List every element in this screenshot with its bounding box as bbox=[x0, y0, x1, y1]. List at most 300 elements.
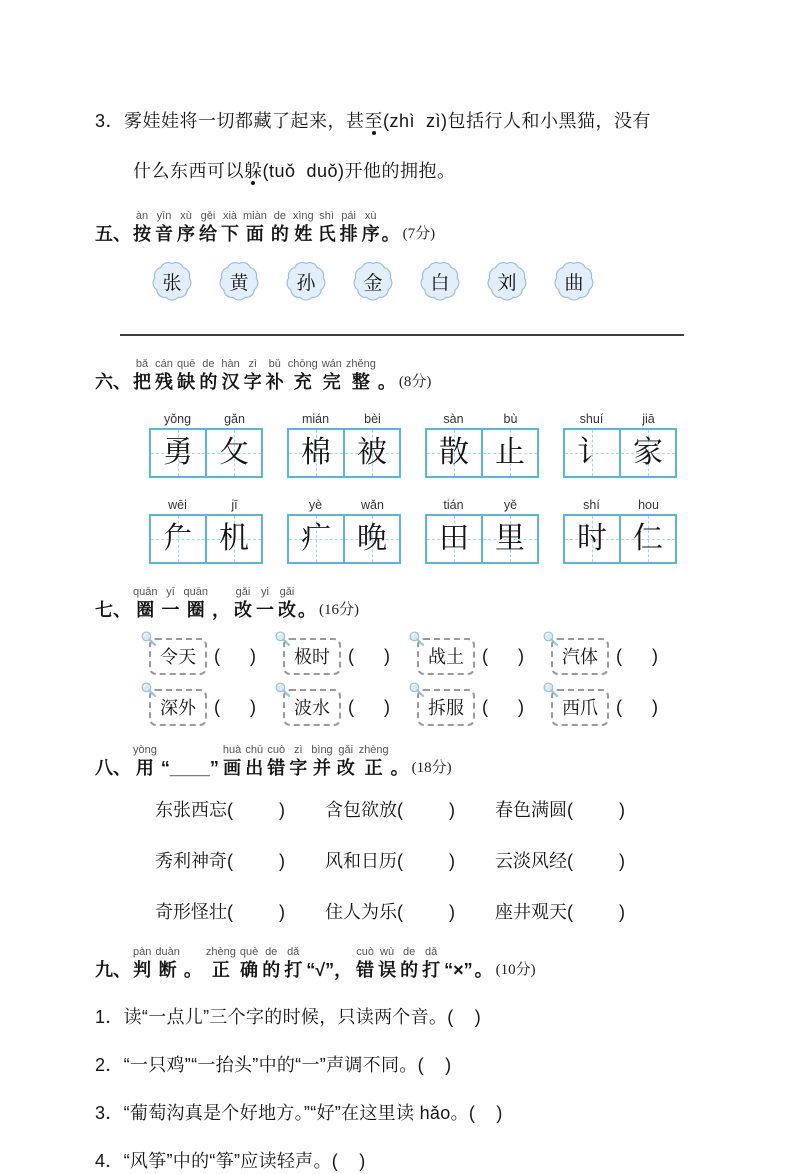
grid-char: 勇 bbox=[163, 436, 193, 469]
answer-bracket[interactable]: ( ) bbox=[616, 697, 658, 717]
section-9-title-pinyin: dǎ bbox=[287, 946, 300, 958]
section-7-title-pinyin: quān bbox=[183, 586, 208, 598]
pushpin-icon bbox=[140, 681, 159, 700]
box-pinyin bbox=[425, 498, 539, 512]
section-7-title-char bbox=[256, 586, 274, 622]
section-7-number: 七、 bbox=[95, 600, 131, 620]
section-9-title-pinyin: què bbox=[239, 946, 259, 958]
section-7-title-hanzi: ， bbox=[211, 600, 230, 620]
word-box[interactable] bbox=[149, 689, 207, 726]
section-7-title-pinyin: yī bbox=[166, 586, 175, 598]
grid-cell[interactable] bbox=[427, 516, 483, 562]
idiom-item bbox=[495, 898, 625, 924]
grid-cell[interactable] bbox=[345, 430, 399, 476]
answer-bracket[interactable]: ( ) bbox=[482, 646, 524, 666]
section-5-header bbox=[95, 210, 705, 246]
section-5-title-hanzi: 序 bbox=[177, 224, 195, 244]
grid-cell[interactable] bbox=[289, 430, 345, 476]
section-5-title-pinyin: miàn bbox=[243, 210, 267, 222]
pinyin-syllable: jiā bbox=[642, 412, 655, 426]
circle-correct-item bbox=[417, 689, 524, 726]
section-8-title-char bbox=[245, 744, 263, 780]
section-8-title-pinyin: zì bbox=[293, 744, 303, 756]
idiom-item bbox=[155, 847, 285, 873]
grid-char: 家 bbox=[633, 436, 663, 469]
section-6-number: 六、 bbox=[95, 372, 131, 392]
circle-correct-row bbox=[149, 638, 705, 675]
section-9-title-pinyin: wù bbox=[380, 946, 395, 958]
grid-char: 田 bbox=[439, 522, 469, 555]
box-pinyin bbox=[563, 412, 677, 426]
section-8-title-hanzi: 错 bbox=[267, 758, 286, 778]
section-8-title-pinyin: huà bbox=[222, 744, 242, 756]
idiom-text: 座井观天 bbox=[495, 902, 567, 922]
surname-char: 曲 bbox=[564, 272, 584, 294]
section-5-title-hanzi: 序 bbox=[361, 224, 380, 244]
section-5-title-char bbox=[177, 210, 195, 246]
answer-bracket[interactable]: ( ) bbox=[616, 646, 658, 666]
question-3-line bbox=[95, 96, 705, 146]
pinyin-syllable: sàn bbox=[443, 412, 464, 426]
section-6-title-pinyin: de bbox=[202, 358, 215, 370]
section-9-title-tail: 。 bbox=[474, 960, 493, 980]
answer-bracket[interactable]: ( ) bbox=[567, 902, 625, 922]
section-7-title-pinyin: gǎi bbox=[235, 586, 251, 598]
character-box-group bbox=[563, 498, 677, 564]
section-5-title-char bbox=[271, 210, 289, 246]
pushpin-icon bbox=[408, 630, 427, 649]
section-9-title-char bbox=[206, 946, 236, 982]
character-box-group bbox=[287, 412, 401, 478]
section-5-title-tail: 。 bbox=[381, 224, 400, 244]
surname-char: 张 bbox=[162, 272, 182, 294]
word-box[interactable] bbox=[417, 689, 475, 726]
section-9-title-pinyin: duàn bbox=[155, 946, 180, 958]
section-7-title-hanzi: 圈 bbox=[186, 600, 205, 620]
section-7-title-char bbox=[212, 586, 230, 622]
answer-bracket[interactable]: ( ) bbox=[567, 851, 625, 871]
surname-cloud[interactable] bbox=[216, 258, 262, 304]
section-9-title-char bbox=[422, 946, 440, 982]
section-7-title-pinyin: gǎi bbox=[279, 586, 295, 598]
section-6-title-pinyin: zhěng bbox=[345, 358, 376, 370]
character-box-group bbox=[287, 498, 401, 564]
section-8-title-hanzi: “____” bbox=[160, 758, 219, 778]
answer-bracket[interactable]: ( ) bbox=[397, 851, 455, 871]
grid-char: 讠 bbox=[577, 436, 607, 469]
word-text: 极时 bbox=[294, 647, 330, 667]
grid-cell[interactable] bbox=[483, 516, 537, 562]
judgment-item: 1．读“一点儿”三个字的时候，只读两个音。( ) bbox=[95, 1007, 482, 1027]
character-box-group bbox=[149, 498, 263, 564]
section-9-number: 九、 bbox=[95, 960, 131, 980]
section-8-title-tail: 。 bbox=[390, 758, 409, 778]
character-grid-box bbox=[425, 428, 539, 478]
section-9-title-hanzi: 的 bbox=[262, 960, 281, 980]
word-text: 令天 bbox=[160, 647, 196, 667]
grid-cell[interactable] bbox=[565, 516, 621, 562]
section-6-title-pinyin: chōng bbox=[287, 358, 318, 370]
section-6-title-char bbox=[346, 358, 376, 394]
section-6-header bbox=[95, 358, 705, 394]
section-7-title-hanzi: 圈 bbox=[136, 600, 155, 620]
section-5-title-pinyin: àn bbox=[135, 210, 149, 222]
character-grid-box bbox=[425, 514, 539, 564]
character-grid-box bbox=[563, 514, 677, 564]
word-box[interactable] bbox=[551, 638, 609, 675]
section-9-title-char bbox=[444, 946, 473, 982]
section-8-title-char bbox=[311, 744, 332, 780]
answer-bracket[interactable]: ( ) bbox=[348, 697, 390, 717]
section-9-title-hanzi: 。 bbox=[183, 960, 202, 980]
word-box[interactable] bbox=[283, 689, 341, 726]
circle-correct-item bbox=[283, 689, 390, 726]
section-6-title-char bbox=[199, 358, 217, 394]
section-8-title-hanzi: 并 bbox=[312, 758, 331, 778]
section-5-title-pinyin: de bbox=[273, 210, 286, 222]
emphasis-dot-char: 躲 bbox=[244, 161, 263, 181]
section-6-title-hanzi: 汉 bbox=[221, 372, 240, 392]
box-pinyin bbox=[563, 498, 677, 512]
character-box-group bbox=[425, 498, 539, 564]
section-6-title-hanzi: 的 bbox=[199, 372, 218, 392]
section-6-title-hanzi: 整 bbox=[351, 372, 370, 392]
grid-char: 仁 bbox=[633, 522, 663, 555]
character-grid-box bbox=[287, 514, 401, 564]
surname-char: 孙 bbox=[296, 272, 316, 294]
box-pinyin bbox=[287, 412, 401, 426]
idiom-item bbox=[325, 796, 455, 822]
section-9-title-pinyin bbox=[191, 946, 194, 959]
circle-correct-item bbox=[149, 689, 256, 726]
surname-char: 黄 bbox=[229, 272, 249, 294]
section-5-title-char bbox=[243, 210, 267, 246]
section-6-title-pinyin: bǎ bbox=[135, 358, 149, 370]
section-9-title-hanzi: 的 bbox=[400, 960, 419, 980]
section-5-title-hanzi: 按 bbox=[133, 224, 151, 244]
section-8-title-hanzi: 出 bbox=[245, 758, 264, 778]
sorting-answer-line[interactable] bbox=[120, 334, 684, 336]
section-5-title-hanzi: 给 bbox=[199, 224, 217, 244]
section-6-title-pinyin: bǔ bbox=[268, 358, 281, 370]
text-segment: (tuǒ duǒ)开他的拥抱。 bbox=[262, 161, 456, 181]
idiom-text: 含包欲放 bbox=[325, 800, 397, 820]
section-7-title-char bbox=[234, 586, 252, 622]
section-9-title-pinyin: cuò bbox=[356, 946, 374, 958]
character-completion-rows bbox=[95, 412, 705, 564]
word-box[interactable] bbox=[417, 638, 475, 675]
word-box[interactable] bbox=[149, 638, 207, 675]
idiom-text: 奇形怪壮 bbox=[155, 902, 227, 922]
grid-char: 疒 bbox=[301, 522, 331, 555]
section-5-title-char bbox=[155, 210, 173, 246]
judgment-item: 4．“风筝”中的“筝”应读轻声。( ) bbox=[95, 1151, 366, 1171]
section-7-title-hanzi: 一 bbox=[161, 600, 180, 620]
word-box[interactable] bbox=[551, 689, 609, 726]
grid-char: 止 bbox=[495, 436, 525, 469]
surname-cloud[interactable] bbox=[417, 258, 463, 304]
question-3-line bbox=[95, 146, 705, 196]
grid-char: 里 bbox=[495, 522, 525, 555]
section-5-title-char bbox=[293, 210, 314, 246]
section-5-title-char bbox=[340, 210, 358, 246]
section-5-score: (7分) bbox=[402, 226, 436, 242]
section-5-title-hanzi: 面 bbox=[245, 224, 264, 244]
character-box-group bbox=[149, 412, 263, 478]
box-pinyin bbox=[149, 498, 263, 512]
circle-correct-item bbox=[551, 638, 658, 675]
section-9-title-hanzi: 判 bbox=[133, 960, 152, 980]
answer-bracket[interactable]: ( ) bbox=[227, 851, 285, 871]
pinyin-syllable: wǎn bbox=[361, 498, 384, 512]
section-9-title-char bbox=[155, 946, 179, 982]
section-7-title-char bbox=[133, 586, 157, 622]
section-9-title-hanzi: 确 bbox=[240, 960, 258, 980]
word-text: 拆服 bbox=[428, 698, 464, 718]
answer-bracket[interactable]: ( ) bbox=[214, 697, 256, 717]
section-8-title-pinyin bbox=[188, 744, 191, 757]
section-5-title-char bbox=[318, 210, 336, 246]
character-box-group bbox=[563, 412, 677, 478]
section-5-title-hanzi: 的 bbox=[270, 224, 289, 244]
section-6-title-hanzi: 缺 bbox=[177, 372, 196, 392]
pinyin-syllable: wēi bbox=[168, 498, 187, 512]
answer-bracket[interactable]: ( ) bbox=[397, 800, 455, 820]
section-6-title-pinyin: wán bbox=[321, 358, 342, 370]
idiom-text: 云淡风经 bbox=[495, 851, 567, 871]
section-7-title-hanzi: 改 bbox=[277, 600, 296, 620]
section-9-header bbox=[95, 946, 705, 982]
section-7-title-char bbox=[183, 586, 207, 622]
character-box-row bbox=[149, 412, 705, 478]
section-5-number: 五、 bbox=[95, 224, 131, 244]
section-8-title-hanzi: 改 bbox=[336, 758, 355, 778]
idiom-item bbox=[155, 796, 285, 822]
pushpin-icon bbox=[542, 681, 561, 700]
section-9-title-pinyin: de bbox=[265, 946, 278, 958]
section-9-title-hanzi: 错 bbox=[356, 960, 375, 980]
character-grid-box bbox=[287, 428, 401, 478]
section-5-title-pinyin: xù bbox=[364, 210, 377, 222]
answer-bracket[interactable]: ( ) bbox=[397, 902, 455, 922]
section-9-title-char bbox=[378, 946, 396, 982]
idiom-text: 东张西忘 bbox=[155, 800, 227, 820]
section-5-title-hanzi: 下 bbox=[221, 224, 239, 244]
section-7-score: (16分) bbox=[318, 602, 359, 618]
idiom-text: 春色满圆 bbox=[495, 800, 567, 820]
section-8-title-pinyin: chū bbox=[245, 744, 264, 756]
idiom-item bbox=[495, 796, 625, 822]
circle-correct-row bbox=[149, 689, 705, 726]
judgment-item: 2．“一只鸡”“一抬头”中的“一”声调不同。( ) bbox=[95, 1055, 452, 1075]
character-grid-box bbox=[149, 428, 263, 478]
grid-char: 机 bbox=[219, 522, 249, 555]
pinyin-syllable: jī bbox=[231, 498, 238, 512]
section-5-title-hanzi: 音 bbox=[155, 224, 173, 244]
section-5-title-char bbox=[221, 210, 239, 246]
grid-cell[interactable] bbox=[345, 516, 399, 562]
grid-cell[interactable] bbox=[151, 516, 207, 562]
grid-cell[interactable] bbox=[621, 516, 675, 562]
circle-correct-item bbox=[149, 638, 256, 675]
idiom-correction-grid bbox=[155, 796, 705, 924]
surname-cloud[interactable] bbox=[484, 258, 530, 304]
section-8-title-hanzi: 字 bbox=[289, 758, 308, 778]
section-8-title-pinyin: yòng bbox=[133, 744, 157, 756]
section-6-title-hanzi: 字 bbox=[243, 372, 262, 392]
judgment-items bbox=[95, 1004, 705, 1174]
section-9-title-char bbox=[356, 946, 374, 982]
section-7-title-char bbox=[161, 586, 179, 622]
word-text: 深外 bbox=[160, 698, 196, 718]
pinyin-syllable: tián bbox=[443, 498, 464, 512]
circle-correct-item bbox=[551, 689, 658, 726]
section-5-title-pinyin: yīn bbox=[156, 210, 172, 222]
section-8-title-pinyin: gǎi bbox=[338, 744, 354, 756]
pushpin-icon bbox=[408, 681, 427, 700]
section-8-title-pinyin: cuò bbox=[267, 744, 286, 756]
section-6-title-hanzi: 残 bbox=[155, 372, 173, 392]
grid-cell[interactable] bbox=[621, 430, 675, 476]
section-9-title-char bbox=[306, 946, 352, 982]
grid-char: 棉 bbox=[301, 436, 331, 469]
pushpin-icon bbox=[542, 630, 561, 649]
text-segment: 什么东西可以 bbox=[133, 161, 244, 181]
grid-cell[interactable] bbox=[289, 516, 345, 562]
section-5-title-char bbox=[133, 210, 151, 246]
pinyin-syllable: yǒng bbox=[163, 412, 192, 426]
section-8-title-char bbox=[223, 744, 241, 780]
section-8-title-hanzi: 用 bbox=[135, 758, 154, 778]
section-9-title-pinyin: de bbox=[402, 946, 416, 958]
section-8-title-pinyin: zhèng bbox=[358, 744, 389, 756]
character-grid-box bbox=[149, 514, 263, 564]
surname-cloud[interactable] bbox=[283, 258, 329, 304]
section-7-title-hanzi: 改 bbox=[233, 600, 252, 620]
surname-char: 刘 bbox=[497, 272, 517, 294]
section-8-title-hanzi: 正 bbox=[364, 758, 383, 778]
section-6-title-char bbox=[221, 358, 239, 394]
section-9-title-char bbox=[284, 946, 302, 982]
section-5-title-hanzi: 排 bbox=[339, 224, 358, 244]
character-grid-box bbox=[563, 428, 677, 478]
section-6-title-hanzi: 完 bbox=[322, 372, 341, 392]
grid-char: 晚 bbox=[357, 522, 387, 555]
grid-cell[interactable] bbox=[565, 430, 621, 476]
answer-bracket[interactable]: ( ) bbox=[348, 646, 390, 666]
pinyin-syllable: bù bbox=[503, 412, 518, 426]
grid-cell[interactable] bbox=[427, 430, 483, 476]
pushpin-icon bbox=[274, 681, 293, 700]
surname-cloud[interactable] bbox=[551, 258, 597, 304]
section-5-title-pinyin: gěi bbox=[200, 210, 216, 222]
section-7-title-hanzi: 一 bbox=[255, 600, 274, 620]
surname-cloud[interactable] bbox=[350, 258, 396, 304]
section-7-title-tail: 。 bbox=[297, 600, 316, 620]
section-9-title-hanzi: 断 bbox=[158, 960, 177, 980]
section-6-title-pinyin: zì bbox=[248, 358, 257, 370]
section-6-title-pinyin: quē bbox=[177, 358, 196, 370]
surname-char: 金 bbox=[363, 272, 383, 294]
surname-clouds bbox=[149, 258, 705, 304]
idiom-item bbox=[495, 847, 625, 873]
idiom-item bbox=[325, 898, 455, 924]
question-3 bbox=[95, 96, 705, 196]
idiom-text: 风和日历 bbox=[325, 851, 397, 871]
grid-cell[interactable] bbox=[207, 516, 261, 562]
pinyin-syllable: shuí bbox=[579, 412, 604, 426]
section-5-title-pinyin: xìng bbox=[292, 210, 314, 222]
pinyin-syllable: yè bbox=[308, 498, 323, 512]
section-8-title-char bbox=[337, 744, 355, 780]
section-9-title-hanzi: 打 bbox=[422, 960, 441, 980]
section-6-title-hanzi: 把 bbox=[133, 372, 151, 392]
section-9-title-hanzi: “√”， bbox=[306, 960, 353, 980]
character-box-group bbox=[425, 412, 539, 478]
circle-correct-rows bbox=[95, 638, 705, 726]
pinyin-syllable: bèi bbox=[364, 412, 381, 426]
section-8-score: (18分) bbox=[411, 760, 452, 776]
section-6-title-pinyin: cán bbox=[155, 358, 173, 370]
section-6-title-char bbox=[322, 358, 342, 394]
pinyin-syllable: hou bbox=[638, 498, 659, 512]
section-5-title-char bbox=[362, 210, 380, 246]
surname-cloud[interactable] bbox=[149, 258, 195, 304]
section-6-title-hanzi: 补 bbox=[265, 372, 284, 392]
pinyin-syllable: yě bbox=[503, 498, 518, 512]
section-9-title-pinyin bbox=[457, 946, 460, 959]
section-6-title-char bbox=[288, 358, 318, 394]
answer-bracket[interactable]: ( ) bbox=[227, 902, 285, 922]
word-text: 战土 bbox=[428, 647, 464, 667]
section-9-title-hanzi: 打 bbox=[284, 960, 303, 980]
word-box[interactable] bbox=[283, 638, 341, 675]
section-9-title-char bbox=[133, 946, 151, 982]
section-7-header bbox=[95, 586, 705, 622]
section-9-title-char bbox=[262, 946, 280, 982]
section-5-title-pinyin: shì bbox=[319, 210, 334, 222]
answer-bracket[interactable]: ( ) bbox=[227, 800, 285, 820]
pinyin-syllable: shí bbox=[583, 498, 600, 512]
section-6-score: (8分) bbox=[398, 374, 432, 390]
section-6-title-char bbox=[244, 358, 262, 394]
grid-cell[interactable] bbox=[483, 430, 537, 476]
answer-bracket[interactable]: ( ) bbox=[567, 800, 625, 820]
box-pinyin bbox=[287, 498, 401, 512]
section-5-title-char bbox=[199, 210, 217, 246]
surname-char: 白 bbox=[430, 272, 450, 294]
section-6-title-tail: 。 bbox=[377, 372, 396, 392]
box-pinyin bbox=[425, 412, 539, 426]
answer-bracket[interactable]: ( ) bbox=[482, 697, 524, 717]
section-6-title-char bbox=[266, 358, 284, 394]
idiom-text: 住人为乐 bbox=[325, 902, 397, 922]
judgment-item: 3．“葡萄沟真是个好地方。”“好”在这里读 hǎo。( ) bbox=[95, 1103, 503, 1123]
section-6-title-char bbox=[177, 358, 195, 394]
character-box-row bbox=[149, 498, 705, 564]
answer-bracket[interactable]: ( ) bbox=[214, 646, 256, 666]
section-9-title-char bbox=[400, 946, 418, 982]
idiom-item bbox=[325, 847, 455, 873]
grid-cell[interactable] bbox=[151, 430, 207, 476]
section-5-title-pinyin: pái bbox=[341, 210, 356, 222]
section-7-title-pinyin: yi bbox=[260, 586, 269, 598]
idiom-text: 秀利神奇 bbox=[155, 851, 227, 871]
text-segment: (zhì zì)包括行人和小黑猫，没有 bbox=[383, 111, 652, 131]
grid-cell[interactable] bbox=[207, 430, 261, 476]
section-9-title-hanzi: 正 bbox=[211, 960, 230, 980]
grid-char: 散 bbox=[439, 436, 469, 469]
